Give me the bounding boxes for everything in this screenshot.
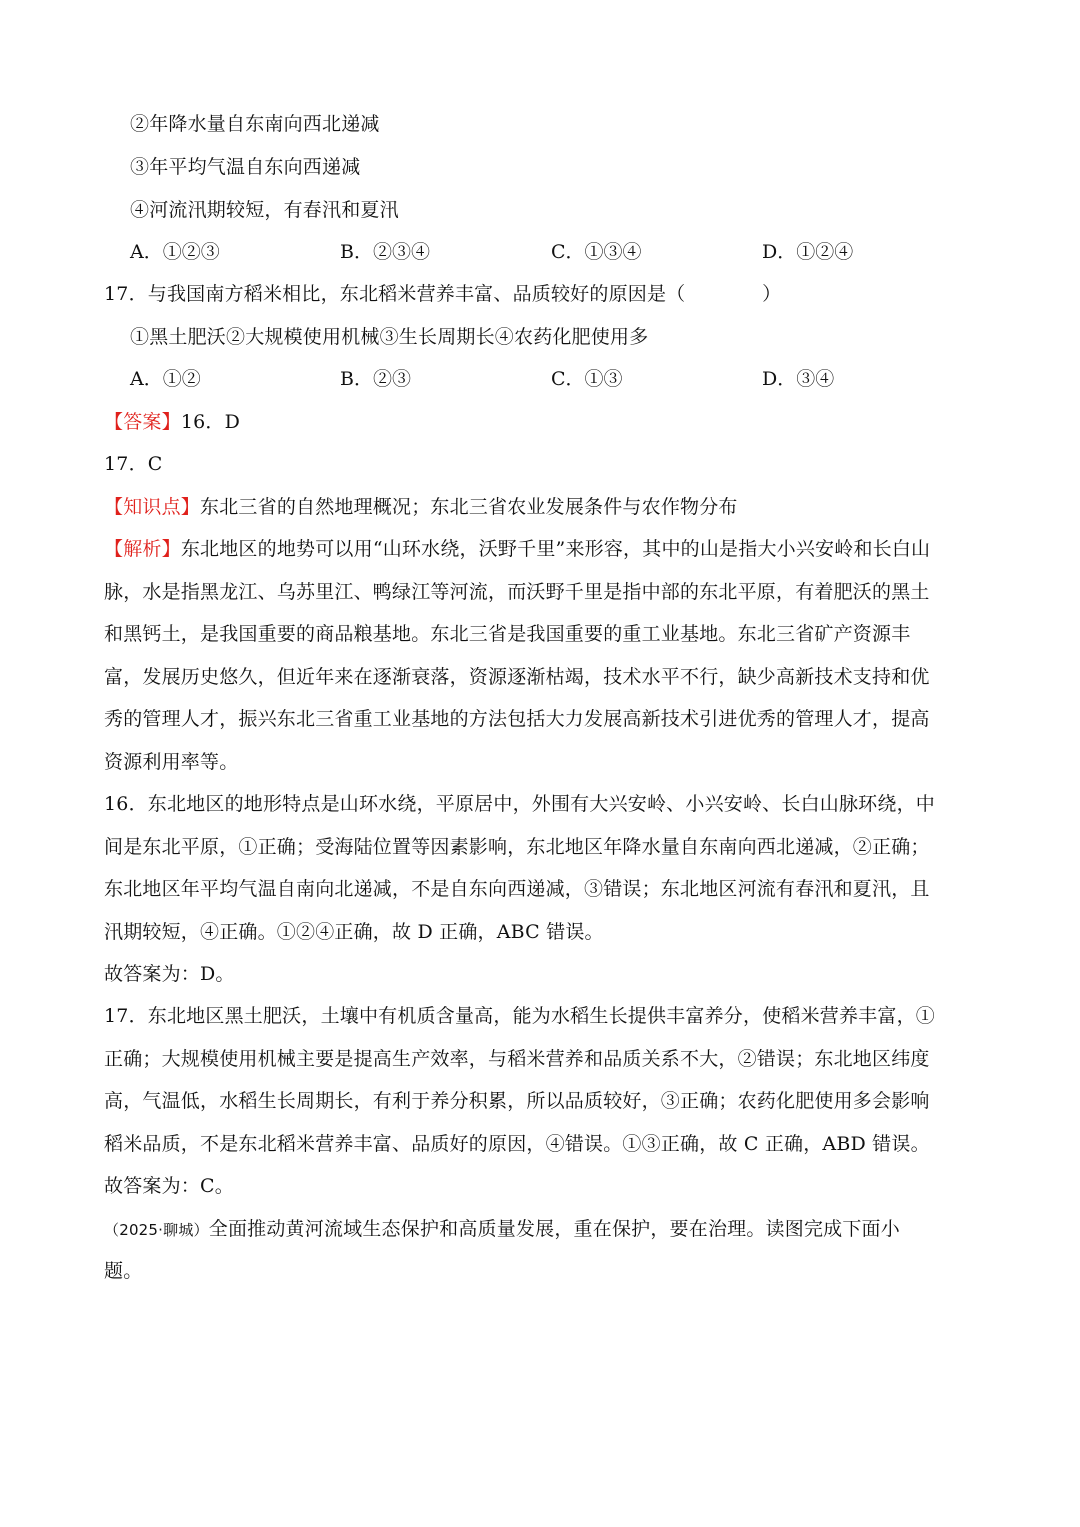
analysis-text-1: 东北地区的地势可以用“山环水绕，沃野千里”来形容，其中的山是指大小兴安岭和长白山 [180,538,931,560]
next-source: （2025·聊城） [104,1221,209,1239]
knowledge-text: 东北三省的自然地理概况；东北三省农业发展条件与农作物分布 [200,496,738,518]
knowledge-line [104,495,738,519]
explain17-line-3: 高，气温低，水稻生长周期长，有利于养分积累，所以品质较好，③正确；农药化肥使用多会影响 [104,1090,930,1112]
answer-16: 16．D [180,411,241,433]
explain17-conclusion: 故答案为：C。 [104,1175,234,1197]
explain16-conclusion: 故答案为：D。 [104,963,235,985]
analysis-line-6: 资源利用率等。 [104,751,239,773]
q17-option-a: A．①② [130,368,201,390]
q16-option-c: C．①③④ [551,241,642,263]
q16-option-a: A．①②③ [130,241,220,263]
next-text-1: 全面推动黄河流域生态保护和高质量发展，重在保护，要在治理。读图完成下面小 [208,1218,900,1240]
q17-option-d: D．③④ [762,368,835,390]
knowledge-tag: 【知识点】 [104,496,201,518]
analysis-line-5: 秀的管理人才，振兴东北三省重工业基地的方法包括大力发展高新技术引进优秀的管理人才，提高 [104,708,930,730]
q16-item-4: ④河流汛期较短，有春汛和夏汛 [130,199,399,221]
q16-option-b: B．②③④ [340,241,430,263]
analysis-line-4: 富，发展历史悠久，但近年来在逐渐衰落，资源逐渐枯竭，技术水平不行，缺少高新技术支持和优 [104,666,930,688]
explain17-line-1: 17．东北地区黑土肥沃，土壤中有机质含量高，能为水稻生长提供丰富养分，使稻米营养丰富，① [104,1005,935,1027]
analysis-line-2: 脉，水是指黑龙江、乌苏里江、鸭绿江等河流，而沃野千里是指中部的东北平原，有着肥沃的黑土 [104,581,930,603]
q16-item-2: ②年降水量自东南向西北递减 [130,113,380,135]
explain17-line-4: 稻米品质，不是东北稻米营养丰富、品质好的原因，④错误。①③正确，故 C 正确，ABD 错误。 [104,1133,930,1155]
analysis-line-3: 和黑钙土，是我国重要的商品粮基地。东北三省是我国重要的重工业基地。东北三省矿产资源丰 [104,623,911,645]
answer-17: 17．C [104,453,163,475]
answer-line [104,410,240,434]
explain16-line-1: 16．东北地区的地形特点是山环水绕，平原居中，外围有大兴安岭、小兴安岭、长白山脉环绕，中 [104,793,935,815]
explain16-line-3: 东北地区年平均气温自南向北递减，不是自东向西递减，③错误；东北地区河流有春汛和夏汛，且 [104,878,930,900]
explain16-line-4: 汛期较短，④正确。①②④正确，故 D 正确，ABC 错误。 [104,921,604,943]
q17-option-b: B．②③ [340,368,411,390]
q17-stem: 17．与我国南方稻米相比，东北稻米营养丰富、品质较好的原因是（ ） [104,283,782,305]
q17-option-c: C．①③ [551,368,623,390]
analysis-tag: 【解析】 [104,538,181,560]
analysis-line-1 [104,537,930,561]
answer-tag: 【答案】 [104,411,181,433]
explain16-line-2: 间是东北平原，①正确；受海陆位置等因素影响，东北地区年降水量自东南向西北递减，②正确； [104,836,930,858]
explain17-line-2: 正确；大规模使用机械主要是提高生产效率，与稻米营养和品质关系不大，②错误；东北地区纬度 [104,1048,930,1070]
q17-items: ①黑土肥沃②大规模使用机械③生长周期长④农药化肥使用多 [130,326,649,348]
next-intro-line-2: 题。 [104,1260,143,1282]
next-intro-line-1 [104,1217,900,1242]
q16-item-3: ③年平均气温自东向西递减 [130,156,361,178]
q16-option-d: D．①②④ [762,241,854,263]
